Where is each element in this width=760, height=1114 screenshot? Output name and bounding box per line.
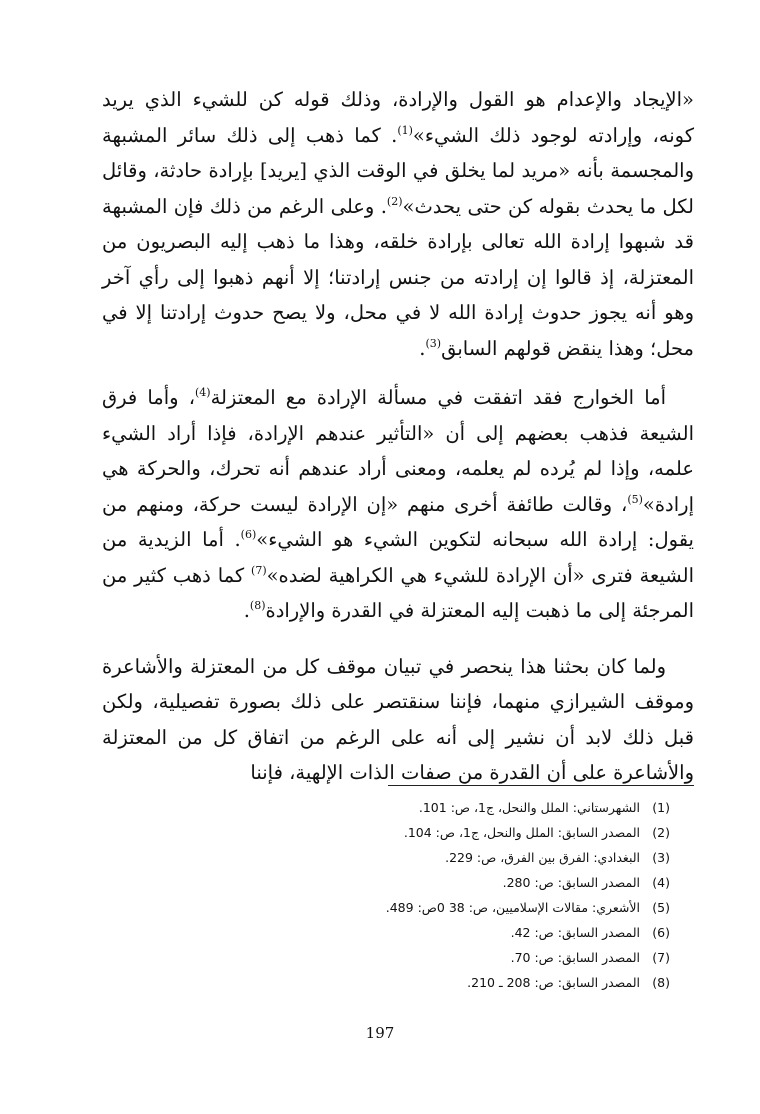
footnote <box>250 945 670 970</box>
footnote-number: (6) <box>652 925 670 940</box>
footnote-number: (2) <box>652 825 670 840</box>
footnote-text: المصدر السابق: ص: 208 ـ 210. <box>467 975 641 990</box>
footnote-number: (7) <box>652 950 670 965</box>
text-run: . <box>419 336 426 360</box>
footnote-number: (4) <box>652 875 670 890</box>
footnote <box>250 920 670 945</box>
footnote-text: المصدر السابق: ص: 280. <box>502 875 641 890</box>
footnote-text: المصدر السابق: الملل والنحل، ج1، ص: 104. <box>403 825 641 840</box>
footnote <box>250 820 670 845</box>
footnote <box>250 795 670 820</box>
text-run: أما الخوارج فقد اتفقت في مسألة الإرادة مع المعتزلة <box>210 386 666 409</box>
footnote-number: (8) <box>652 975 670 990</box>
footnotes-list <box>250 795 670 995</box>
footnote-text: المصدر السابق: ص: 42. <box>510 925 641 940</box>
text-run: . <box>243 599 250 622</box>
footnote <box>250 870 670 895</box>
footnote <box>250 845 670 870</box>
paragraph-1 <box>102 82 694 366</box>
text-run: . كما ذهب إلى ذلك سائر المشبهة والمجسمة بأنه «مريد لما يخلق في الوقت الذي [يريد] بإرادة حادثة، وقائل لكل ما يحدث بقوله كن حتى يحدث» <box>102 123 694 218</box>
footnote-ref: (4) <box>195 385 211 399</box>
footnote-ref: (7) <box>251 563 267 577</box>
text-run: كما ذهب كثير من المرجئة إلى ما ذهبت إليه المعتزلة في القدرة والإرادة <box>102 563 694 622</box>
footnote-text: البغدادي: الفرق بين الفرق، ص: 229. <box>445 850 641 865</box>
footnote-ref: (3) <box>425 336 442 350</box>
paragraph-3 <box>102 649 694 791</box>
footnote-number: (1) <box>652 800 670 815</box>
text-run: ولما كان بحثنا هذا ينحصر في تبيان موقف كل من المعتزلة والأشاعرة وموقف الشيرازي منهما، فإننا سنقتصر على ذلك بصورة تفصيلية، ولكن قبل ذلك لابد أن نشير إلى أنه على الرغم من اتفاق كل من المعتزلة والأشاعرة على أن القدرة من صفات الذات الإلهية، فإننا <box>102 654 694 784</box>
footnote-ref: (5) <box>627 492 643 506</box>
footnote-separator <box>388 785 694 786</box>
paragraph-2 <box>102 380 694 629</box>
text-run: . أما الزيدية من الشيعة فترى «أن الإرادة للشيء هي الكراهية لضده» <box>102 528 694 587</box>
body-text <box>102 82 694 791</box>
footnote-number: (3) <box>652 850 670 865</box>
footnote-ref: (8) <box>249 598 266 612</box>
text-run: ، وأما فرق الشيعة فذهب بعضهم إلى أن «التأثير عندهم الإرادة، فإذا أراد الشيء علمه، وإذا لم يُرده لم يعلمه، ومعنى أراد عندهم أنه تحرك، والحركة هي إرادة» <box>102 386 694 516</box>
page-number: 197 <box>365 1024 395 1042</box>
footnote-text: الشهرستاني: الملل والنحل، ج1، ص: 101. <box>418 800 641 815</box>
footnote <box>250 970 670 995</box>
footnote-ref: (2) <box>386 194 403 208</box>
text-run: «الإيجاد والإعدام هو القول والإرادة، وذلك قوله كن للشيء الذي يريد كونه، وإرادته لوجود ذلك الشيء» <box>102 88 694 147</box>
footnote-ref: (6) <box>240 527 257 541</box>
footnote-text: الأشعري: مقالات الإسلاميين، ص: 38 0ص: 489. <box>385 900 641 915</box>
text-run: . وعلى الرغم من ذلك فإن المشبهة قد شبهوا إرادة الله تعالى بإرادة خلقه، وهذا ما ذهب إليه البصريون من المعتزلة، إذ قالوا إن إرادته من جنس إرادتنا؛ إلا أنهم ذهبوا إلى رأي آخر وهو أنه يجوز حدوث إرادة الله لا في محل، ولا يصح حدوث إرادتنا إلا في محل؛ وهذا ينقض قولهم السابق <box>102 194 694 360</box>
footnote-text: المصدر السابق: ص: 70. <box>510 950 641 965</box>
footnote-number: (5) <box>652 900 670 915</box>
footnote-ref: (1) <box>397 123 413 137</box>
footnote <box>250 895 670 920</box>
text-run: ، وقالت طائفة أخرى منهم «إن الإرادة ليست حركة، ومنهم من يقول: إرادة الله سبحانه لتكوين الشيء هو الشيء» <box>102 492 694 551</box>
